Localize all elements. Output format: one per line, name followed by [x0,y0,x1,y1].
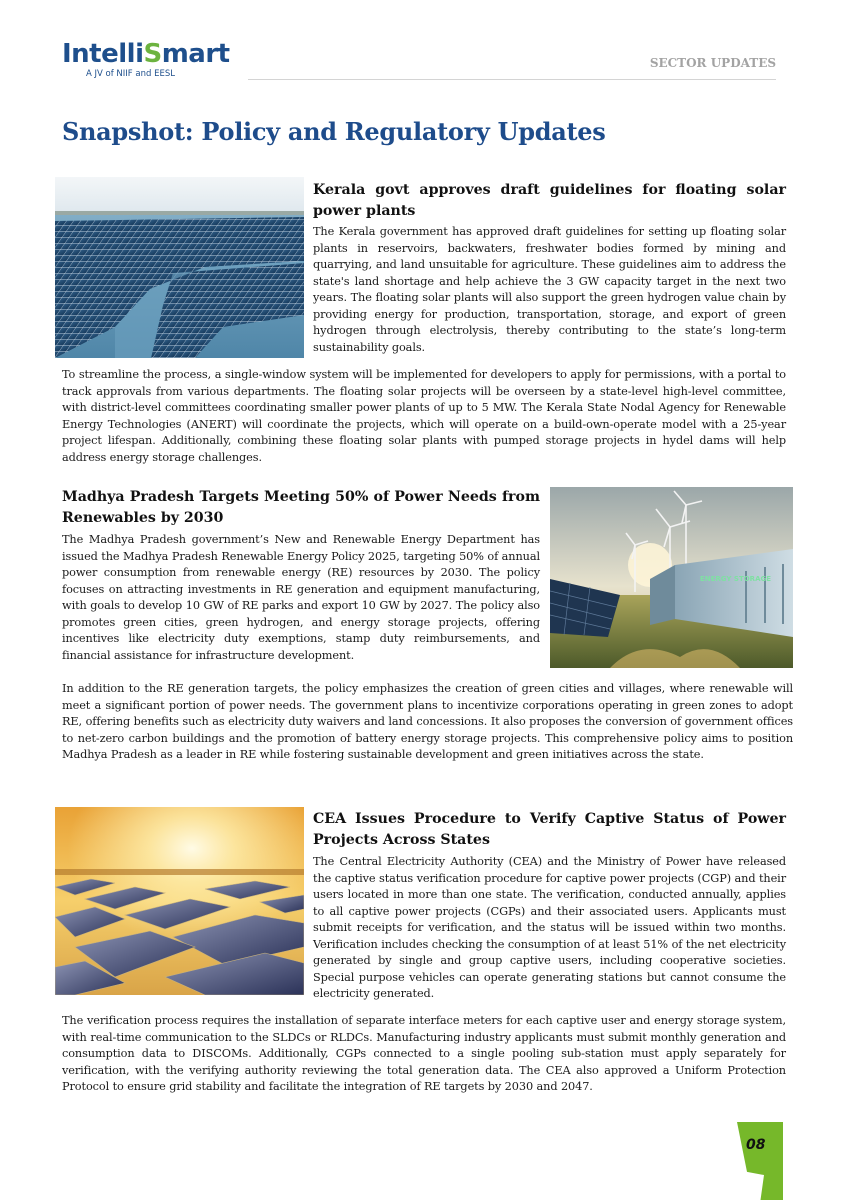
page-number: 08 [746,1137,766,1153]
section-label: SECTOR UPDATES [649,56,776,70]
floating-solar-image [55,177,304,358]
mp-body-detail: In addition to the RE generation targets, the policy emphasizes the creation of green cities and villages, where renewable will meet a significant portion of power needs. The government plans to incentivize corporations operating in green zones to adopt RE, offering benefits such as electricity duty waivers and land concessions. It also proposes the conversion of government offices to net-zero carbon buildings and the promotion of battery energy storage projects. This comprehensive policy aims to position Madhya Pradesh as a leader in RE while fostering sustainable development and green initiatives across the state. [62,682,793,761]
cea-headline: CEA Issues Procedure to Verify Captive Status of Power Projects Across States [313,811,786,848]
energy-storage-label: ENERGY STORAGE [700,575,772,583]
logo-s-mark: S [143,39,162,69]
mp-headline: Madhya Pradesh Targets Meeting 50% of Power Needs from Renewables by 2030 [62,489,540,526]
page-title: Snapshot: Policy and Regulatory Updates [62,117,606,146]
kerala-body-detail: To streamline the process, a single-window system will be implemented for developers to apply for permissions, with a portal to track approvals from various departments. The floating solar projects will be overseen by a state-level high-level committee, with district-level committees coordinating smaller power plants of up to 5 MW. The Kerala State Nodal Agency for Renewable Energy Technologies (ANERT) will coordinate the projects, which will operate on a build-own-operate model with a 25-year project lifespan. Additionally, combining these floating solar plants with pumped storage projects in hydel dams will help address energy storage challenges. [62,368,786,464]
logo-wordmark: IntelliSmart [62,39,230,69]
kerala-headline: Kerala govt approves draft guidelines for floating solar power plants [313,182,786,219]
header-divider [248,79,776,80]
logo-tagline: A JV of NIIF and EESL [86,69,175,79]
intellismart-logo [62,40,232,90]
cea-body-intro: The Central Electricity Authority (CEA) and the Ministry of Power have released the captive status verification procedure for captive power projects (CGP) and their users located in more than one state. The verification, conducted annually, applies to all captive power projects (CGPs) and their associated users. Applicants must submit receipts for verification, and the status will be issued within two months. Verification includes checking the consumption of at least 51% of the net electricity generated by single and group captive users, including cooperative societies. Special purpose vehicles can operate generating stations but cannot consume the electricity generated. [313,855,786,1000]
energy-storage-wind-image [550,487,793,668]
mp-body-intro: The Madhya Pradesh government’s New and Renewable Energy Department has issued the Madhya Pradesh Renewable Energy Policy 2025, targeting 50% of annual power consumption from renewable energy (RE) resources by 2030. The policy focuses on attracting investments in RE generation and equipment manufacturing, with goals to develop 10 GW of RE parks and export 10 GW by 2027. The policy also promotes green cities, green hydrogen, and energy storage projects, offering incentives like electricity duty exemptions, stamp duty reimbursements, and financial assistance for infrastructure development. [62,533,540,662]
kerala-body-intro: The Kerala government has approved draft guidelines for setting up floating solar plants in reservoirs, backwaters, freshwater bodies formed by mining and quarrying, and land unsuitable for agriculture. These guidelines aim to address the state's land shortage and help achieve the 3 GW capacity target in the next two years. The floating solar plants will also support the green hydrogen value chain by providing energy for production, transportation, storage, and export of green hydrogen through electrolysis, thereby contributing to the state’s long-term sustainability goals. [313,225,786,354]
solar-sunset-image [55,807,304,995]
cea-body-detail: The verification process requires the installation of separate interface meters for each captive user and energy storage system, with real-time communication to the SLDCs or RLDCs. Manufacturing industry applicants must submit monthly generation and consumption data to DISCOMs. Additionally, CGPs connected to a single pooling sub-station must apply separately for verification, with the verifying authority reviewing the total generation data. The CEA also approved a Uniform Protection Protocol to ensure grid stability and facilitate the integration of RE targets by 2030 and 2047. [62,1014,786,1093]
page-number-badge [733,1122,783,1200]
